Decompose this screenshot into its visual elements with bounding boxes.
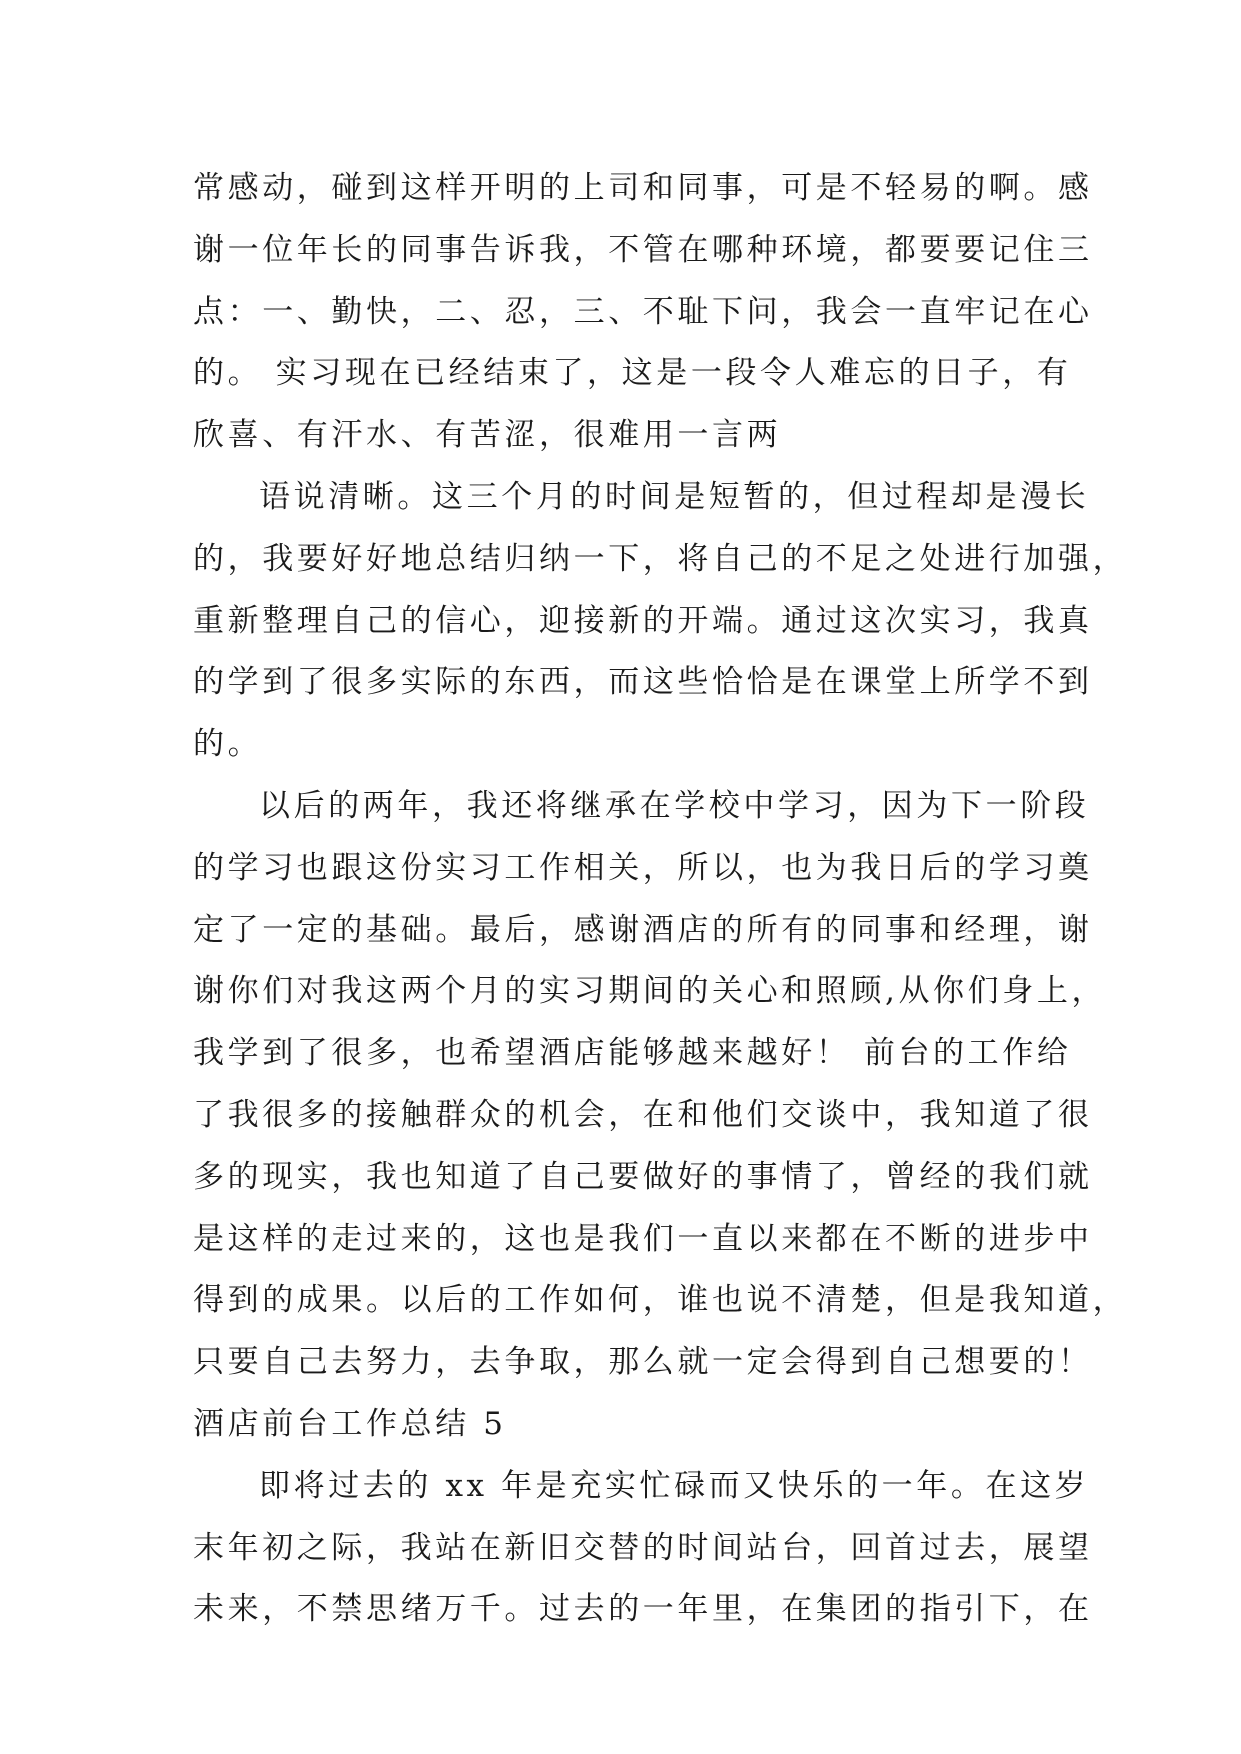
text-line: 得到的成果。以后的工作如何，谁也说不清楚，但是我知道， xyxy=(193,1282,1128,1319)
text-line: 未来，不禁思绪万千。过去的一年里，在集团的指引下，在 xyxy=(193,1591,1093,1628)
text-line: 多的现实，我也知道了自己要做好的事情了，曾经的我们就 xyxy=(193,1158,1093,1195)
text-line: 常感动，碰到这样开明的上司和同事，可是不轻易的啊。感 xyxy=(193,170,1093,206)
text-line: 欣喜、有汗水、有苦涩，很难用一言两 xyxy=(193,417,782,454)
document-body xyxy=(193,158,1128,1641)
text-line: 是这样的走过来的，这也是我们一直以来都在不断的进步中 xyxy=(193,1220,1093,1257)
text-line: 的，我要好好地总结归纳一下，将自己的不足之处进行加强， xyxy=(193,540,1128,577)
text-line: 末年初之际，我站在新旧交替的时间站台，回首过去，展望 xyxy=(193,1529,1093,1566)
text-line: 只要自己去努力，去争取，那么就一定会得到自己想要的！ xyxy=(193,1344,1093,1381)
text-line: 了我很多的接触群众的机会，在和他们交谈中，我知道了很 xyxy=(193,1096,1093,1133)
section-heading: 酒店前台工作总结 5 xyxy=(193,1405,507,1442)
text-line: 谢你们对我这两个月的实习期间的关心和照顾,从你们身上， xyxy=(193,973,1107,1010)
paragraph-first-line: 语说清晰。这三个月的时间是短暂的，但过程却是漫长 xyxy=(259,478,1090,515)
paragraph-first-line: 即将过去的 xx 年是充实忙碌而又快乐的一年。在这岁 xyxy=(259,1467,1090,1504)
text-line: 的。 实习现在已经结束了，这是一段令人难忘的日子，有 xyxy=(193,355,1072,392)
paragraph-first-line: 以后的两年，我还将继承在学校中学习，因为下一阶段 xyxy=(259,787,1090,824)
text-line: 的学到了很多实际的东西，而这些恰恰是在课堂上所学不到 xyxy=(193,664,1093,701)
text-line: 谢一位年长的同事告诉我，不管在哪种环境，都要要记住三 xyxy=(193,231,1093,268)
text-line: 的。 xyxy=(193,726,263,763)
text-line: 点：一、勤快，二、忍，三、不耻下问，我会一直牢记在心 xyxy=(193,293,1093,330)
text-line: 定了一定的基础。最后，感谢酒店的所有的同事和经理，谢 xyxy=(193,911,1093,948)
text-line: 重新整理自己的信心，迎接新的开端。通过这次实习，我真 xyxy=(193,602,1093,639)
text-line: 的学习也跟这份实习工作相关，所以，也为我日后的学习奠 xyxy=(193,849,1093,886)
text-line: 我学到了很多，也希望酒店能够越来越好！ 前台的工作给 xyxy=(193,1035,1072,1072)
